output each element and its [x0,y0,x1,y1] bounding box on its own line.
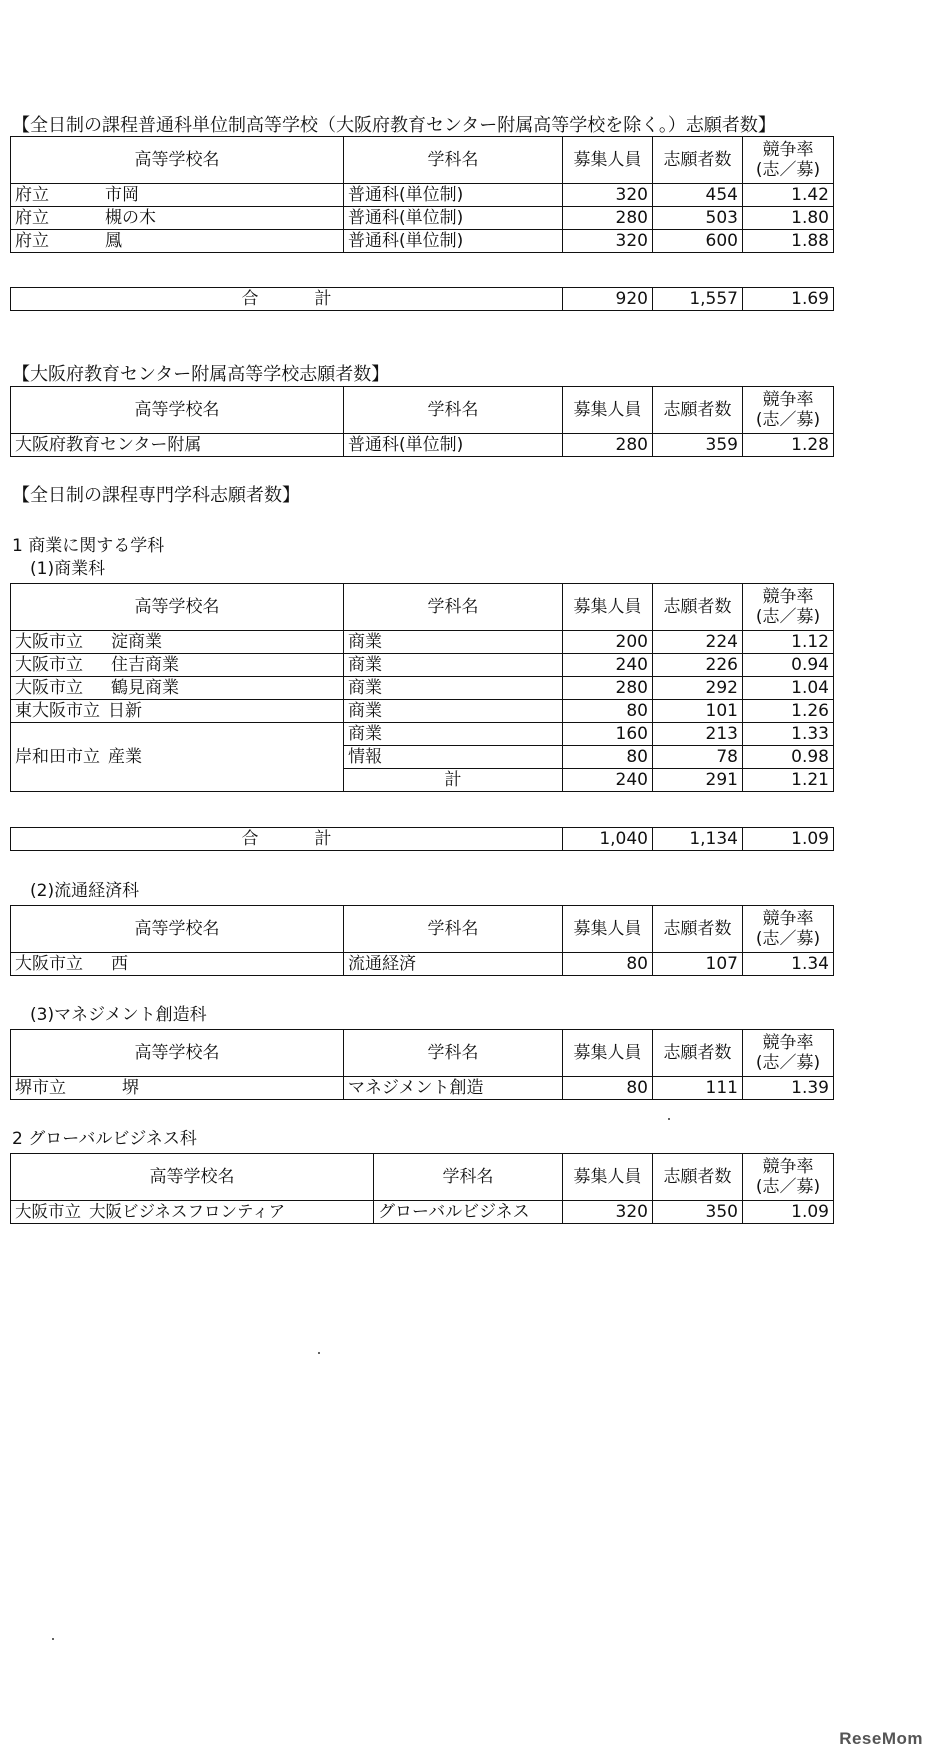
commerce-total-table [10,827,834,851]
section-title-specialized: 【全日制の課程専門学科志願者数】 [12,485,300,506]
table-header-row: 高等学校名 学科名 募集人員 志願者数 競争率 (志／募) [11,1154,834,1201]
table-header-row: 高等学校名 学科名 募集人員 志願者数 競争率 (志／募) [11,906,834,953]
table-row: 府立 鳳 普通科(単位制) 320 600 1.88 [11,230,834,253]
table-header-row [11,137,834,184]
global-business-table [10,1153,834,1224]
subsection-title-distribution: (2)流通経済科 [30,881,140,901]
distribution-table [10,905,834,976]
table-row: 府立 槻の木 普通科(単位制) 280 503 1.80 [11,207,834,230]
table-row: 大阪市立 西 流通経済 80 107 1.34 [11,953,834,976]
header-quota: 募集人員 [563,137,653,184]
table-header-row: 高等学校名 学科名 募集人員 志願者数 競争率 (志／募) [11,387,834,434]
scan-speck [52,1638,54,1640]
unit-system-total-table [10,287,834,311]
table-row: 大阪市立 住吉商業 商業 240 226 0.94 [11,654,834,677]
resemom-logo: ReseMom [839,1729,923,1748]
total-row: 合 計 920 1,557 1.69 [11,288,834,311]
subsection-title-commerce: (1)商業科 [30,559,106,579]
table-row: 大阪府教育センター附属 普通科(単位制) 280 359 1.28 [11,434,834,457]
total-row: 合 計 1,040 1,134 1.09 [11,828,834,851]
kishiwada-school-cell: 岸和田市立 産業 [11,723,344,792]
scan-speck [318,1352,320,1354]
header-dept: 学科名 [344,137,563,184]
header-applicants: 志願者数 [653,137,743,184]
table-row: 大阪市立 淀商業 商業 200 224 1.12 [11,631,834,654]
group-title-commerce: 1 商業に関する学科 [12,536,165,556]
table-header-row: 高等学校名 学科名 募集人員 志願者数 競争率 (志／募) [11,1030,834,1077]
subtotal-row: 計 240 291 1.21 [11,769,834,792]
table-header-row: 高等学校名 学科名 募集人員 志願者数 競争率 (志／募) [11,584,834,631]
table-row: 大阪市立 鶴見商業 商業 280 292 1.04 [11,677,834,700]
table-row: 堺市立 堺 マネジメント創造 80 111 1.39 [11,1077,834,1100]
table-row: 府立 市岡 普通科(単位制) 320 454 1.42 [11,184,834,207]
section-title-education-center: 【大阪府教育センター附属高等学校志願者数】 [12,364,390,385]
header-school: 高等学校名 [11,137,344,184]
table-row: 東大阪市立 日新 商業 80 101 1.26 [11,700,834,723]
commerce-table [10,583,834,792]
management-table [10,1029,834,1100]
subsection-title-management: (3)マネジメント創造科 [30,1005,207,1025]
table-row: 情報 80 78 0.98 [11,746,834,769]
unit-system-table [10,136,834,253]
table-row: 岸和田市立 産業 商業 160 213 1.33 [11,723,834,746]
education-center-table [10,386,834,457]
group-title-global-business: 2 グローバルビジネス科 [12,1129,197,1149]
header-ratio: 競争率 (志／募) [743,137,834,184]
scan-speck [668,1118,670,1120]
table-row: 大阪市立 大阪ビジネスフロンティア グローバルビジネス 320 350 1.09 [11,1201,834,1224]
section-title-unit-system: 【全日制の課程普通科単位制高等学校（大阪府教育センター附属高等学校を除く。）志願者数】 [12,115,776,136]
